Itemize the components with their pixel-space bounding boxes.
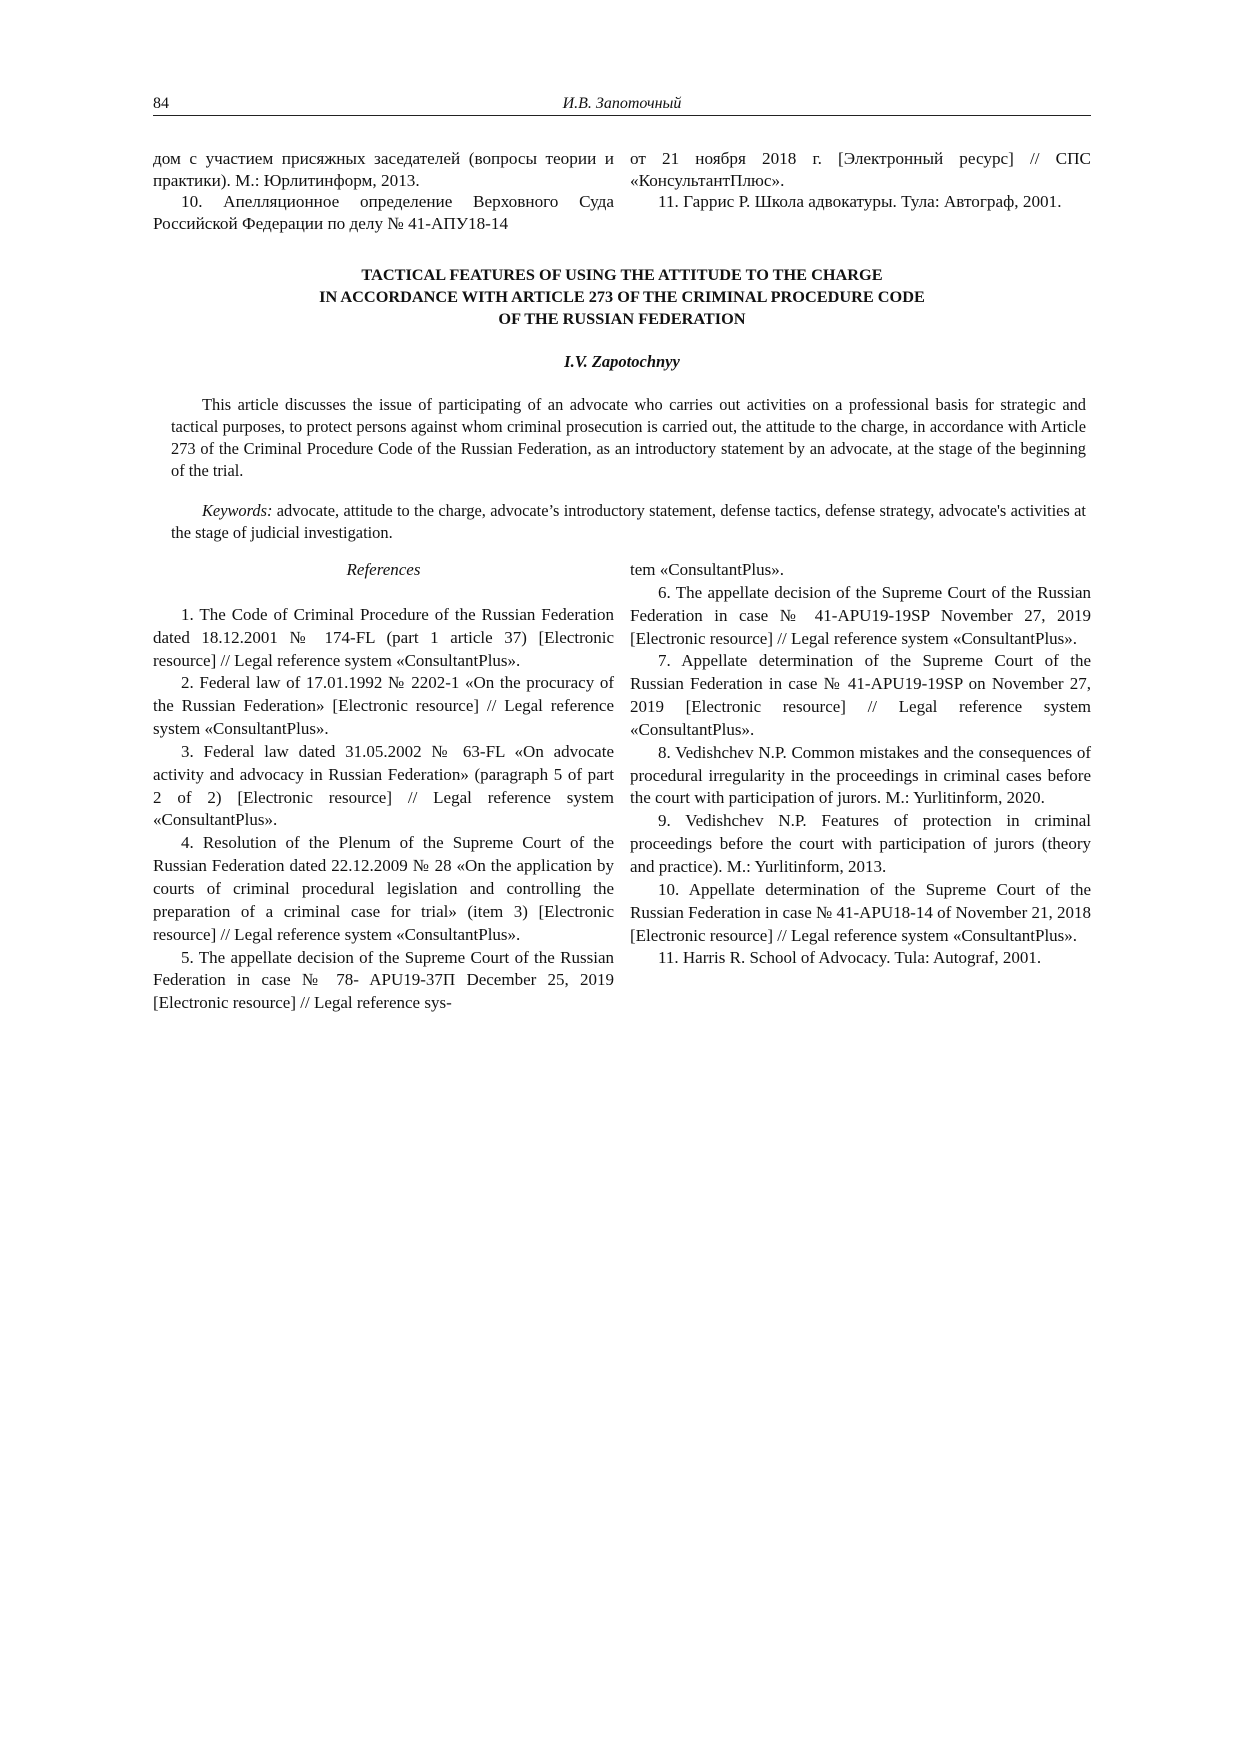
keywords-paragraph [171, 500, 1086, 544]
article-author: I.V. Zapotochnyy [564, 352, 680, 371]
keywords-label: Keywords: [202, 501, 273, 520]
reference-item: 11. Harris R. School of Advocacy. Tula: Autograf, 2001. [658, 948, 1042, 968]
abstract-text: This article discusses the issue of participating of an advocate who carries out activities on a professional basis for strategic and tactical purposes, to protect persons against whom criminal prosecution is carried out, the attitude to the charge, in accordance with Article 273 of the Criminal Procedure Code of the Russian Federation, as an introductory statement by an advocate, at the stage of the beginning of the trial. [171, 395, 1086, 480]
reference-continuation: от 21 ноября 2018 г. [Электронный ресурс] // СПС «КонсультантПлюс». [630, 149, 1091, 190]
reference-continuation: дом с участием присяжных заседателей (вопросы теории и практики). М.: Юрлитинформ, 2013. [153, 149, 614, 190]
continued-references-right-column [630, 148, 1091, 213]
reference-item: 6. The appellate decision of the Supreme Court of the Russian Federation in case № 41-APU19-19SP November 27, 2019 [Electronic resource] // Legal reference system «ConsultantPlus». [630, 582, 1091, 648]
references-right-column [630, 559, 1091, 970]
reference-continuation: tem «ConsultantPlus». [630, 560, 784, 579]
reference-item: 4. Resolution of the Plenum of the Supreme Court of the Russian Federation dated 22.12.2009 № 28 «On the application by courts of criminal procedural legislation and controlling the preparation of a criminal case for trial» (item 3) [Electronic resource] // Legal reference system «ConsultantPlus». [153, 833, 614, 944]
reference-item: 5. The appellate decision of the Supreme Court of the Russian Federation in case № 78- APU19-37П December 25, 2019 [Electronic resource] // Legal reference sys- [153, 947, 614, 1013]
abstract [171, 394, 1086, 482]
title-line: IN ACCORDANCE WITH ARTICLE 273 OF THE CRIMINAL PROCEDURE CODE [319, 287, 925, 306]
reference-item: 11. Гаррис Р. Школа адвокатуры. Тула: Автограф, 2001. [658, 192, 1062, 211]
reference-item: 3. Federal law dated 31.05.2002 № 63-FL «On advocate activity and advocacy in Russian Federation» (paragraph 5 of part 2 of 2) [Electronic resource] // Legal reference system «ConsultantPlus». [153, 741, 614, 830]
reference-item: 10. Appellate determination of the Supreme Court of the Russian Federation in case № 41-APU18-14 of November 21, 2018 [Electronic resource] // Legal reference system «ConsultantPlus». [630, 879, 1091, 945]
page-header [153, 93, 1091, 116]
references-heading: References [346, 560, 421, 579]
reference-item: 2. Federal law of 17.01.1992 № 2202-1 «On the procuracy of the Russian Federation» [Electronic resource] // Legal reference system «ConsultantPlus». [153, 673, 614, 739]
running-title: И.В. Запоточный [562, 95, 682, 112]
continued-references-left-column [153, 148, 614, 234]
reference-item: 10. Апелляционное определение Верховного Суда Российской Федерации по делу № 41-АПУ18-14 [153, 192, 614, 233]
title-line: OF THE RUSSIAN FEDERATION [498, 309, 746, 328]
reference-item: 8. Vedishchev N.P. Common mistakes and the consequences of procedural irregularity in the proceedings in criminal cases before the court with participation of jurors. M.: Yurlitinform, 2020. [630, 742, 1091, 808]
keywords-text: advocate, attitude to the charge, advocate’s introductory statement, defense tactics, defense strategy, advocate's activities at the stage of judicial investigation. [171, 501, 1086, 542]
keywords [171, 500, 1086, 544]
reference-item: 7. Appellate determination of the Supreme Court of the Russian Federation in case № 41-APU19-19SP on November 27, 2019 [Electronic resource] // Legal reference system «ConsultantPlus». [630, 651, 1091, 739]
article-title [153, 264, 1091, 330]
references-left-column [153, 559, 614, 1015]
title-line: TACTICAL FEATURES OF USING THE ATTITUDE TO THE CHARGE [361, 265, 883, 284]
page-number: 84 [153, 95, 169, 112]
reference-item: 1. The Code of Criminal Procedure of the Russian Federation dated 18.12.2001 № 174-FL (part 1 article 37) [Electronic resource] // Legal reference system «ConsultantPlus». [153, 604, 614, 670]
reference-item: 9. Vedishchev N.P. Features of protection in criminal proceedings before the court with participation of jurors (theory and practice). M.: Yurlitinform, 2013. [630, 811, 1091, 876]
